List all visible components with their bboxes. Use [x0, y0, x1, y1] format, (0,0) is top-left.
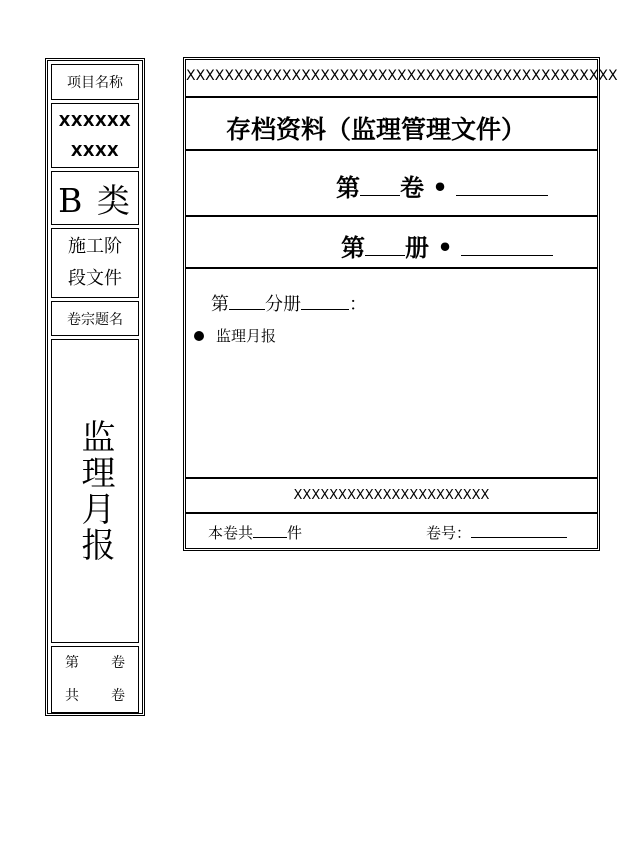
book-line: [341, 228, 553, 263]
volume-line: [336, 168, 548, 203]
sub-volume-name-blank: [301, 293, 349, 310]
project-code: XXXXXXXXXX: [51, 103, 139, 168]
divider: [186, 512, 597, 514]
list-item-label: 监理月报: [216, 327, 277, 345]
divider: [186, 477, 597, 479]
total-prefix: 本卷共: [208, 524, 254, 542]
spine-total-suffix: 卷: [111, 687, 125, 704]
divider: [186, 96, 597, 98]
sub-volume-line: [211, 290, 367, 316]
volume-number-label: 卷号：: [426, 524, 472, 542]
archive-spine: [45, 58, 145, 716]
spine-total-prefix: 共: [65, 687, 79, 704]
spine-footer: [51, 646, 139, 713]
volume-name-blank: [456, 175, 548, 196]
total-blank: [253, 523, 287, 538]
volume-title: 监理月报: [75, 419, 115, 563]
cover-top-code: XXXXXXXXXXXXXXXXXXXXXXXXXXXXXXXXXXXXXXXXXXXXX: [186, 68, 618, 84]
cover-title: 存档资料（监理管理文件）: [226, 115, 527, 144]
divider: [186, 267, 597, 269]
book-suffix: 册: [405, 233, 429, 262]
stage-label: 施工阶段文件: [51, 228, 139, 298]
volume-prefix: 第: [336, 173, 360, 202]
spine-volume-prefix: 第: [65, 654, 79, 671]
list-item: [194, 325, 276, 346]
total-suffix: 件: [287, 524, 303, 542]
total-items-line: [208, 522, 302, 543]
divider: [186, 215, 597, 217]
sub-volume-blank: [229, 293, 265, 310]
sub-volume-mid: 分册: [265, 294, 301, 315]
bullet-icon: [194, 331, 204, 341]
volume-blank: [360, 175, 400, 196]
book-prefix: 第: [341, 233, 365, 262]
volume-title-cell: [51, 339, 139, 643]
volume-suffix: 卷: [400, 173, 424, 202]
sub-volume-end: ：: [349, 294, 367, 315]
spine-volume-suffix: 卷: [111, 654, 125, 671]
spine-volume-row: [65, 647, 125, 680]
volume-number-line: [426, 522, 567, 543]
book-name-blank: [461, 235, 553, 256]
volume-number-blank: [471, 523, 567, 538]
volume-bullet: •: [432, 173, 448, 202]
volume-title-label: 卷宗题名: [51, 301, 139, 336]
divider: [186, 149, 597, 151]
cover-bottom-code: XXXXXXXXXXXXXXXXXXXXXX: [293, 488, 490, 503]
book-bullet: •: [437, 233, 453, 262]
archive-cover: [183, 57, 618, 551]
category-label: B 类: [51, 171, 139, 225]
sub-volume-prefix: 第: [211, 294, 229, 315]
project-name-label: 项目名称: [51, 64, 139, 100]
spine-total-row: [65, 680, 125, 713]
book-blank: [365, 235, 405, 256]
